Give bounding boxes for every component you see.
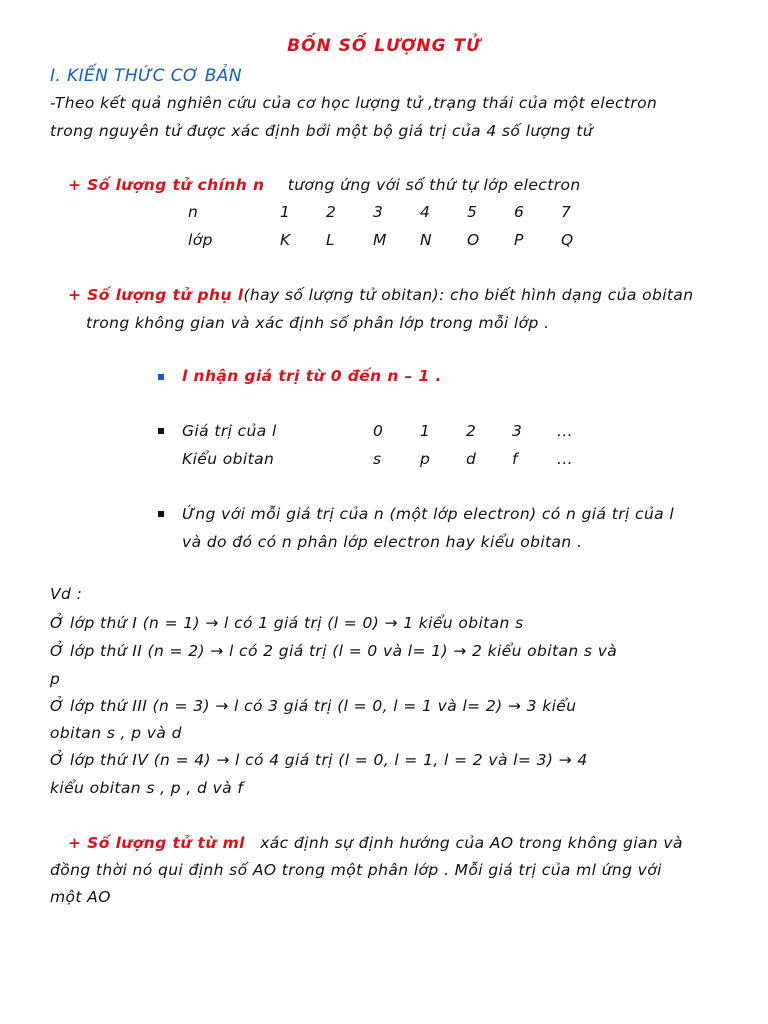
magnetic-label: + Số lượng tử từ ml (68, 834, 245, 852)
intro-line-1: -Theo kết quả nghiên cứu của cơ học lượng tử ,trạng thái của một electron (50, 94, 658, 112)
azimuthal-text-1: (hay số lượng tử obitan): cho biết hình dạng của obitan (243, 286, 694, 304)
magnetic-paragraph (68, 834, 683, 852)
azimuthal-paragraph (68, 286, 694, 304)
example-line: obitan s , p và d (50, 724, 182, 742)
l-value: ... (557, 422, 573, 440)
l-value: 0 (373, 422, 384, 440)
examples-heading: Vd : (50, 585, 83, 603)
principal-row2-value: K (280, 231, 291, 249)
principal-row2-value: M (373, 231, 387, 249)
azimuthal-values-label: Giá trị của l (182, 422, 277, 440)
orbital-type: ... (557, 450, 573, 468)
principal-row1-value: 6 (514, 203, 525, 221)
principal-row1-value: 4 (420, 203, 431, 221)
magnetic-text-3: một AO (50, 888, 111, 906)
example-line: Ở lớp thứ III (n = 3) → l có 3 giá trị (l = 0, l = 1 và l= 2) → 3 kiểu (50, 697, 577, 715)
example-line: Ở lớp thứ II (n = 2) → l có 2 giá trị (l = 0 và l= 1) → 2 kiểu obitan s và (50, 642, 618, 660)
orbital-type: d (466, 450, 477, 468)
principal-row1-label: n (188, 203, 199, 221)
principal-row2-value: L (326, 231, 336, 249)
magnetic-text-2: đồng thời nó qui định số AO trong một phân lớp . Mỗi giá trị của ml ứng với (50, 861, 662, 879)
intro-line-2: trong nguyên tử được xác định bởi một bộ giá trị của 4 số lượng tử (50, 122, 593, 140)
principal-row2-value: O (467, 231, 480, 249)
principal-row2-value: Q (561, 231, 574, 249)
azimuthal-text-2: trong không gian và xác định số phân lớp trong mỗi lớp . (86, 314, 550, 332)
orbital-type: s (373, 450, 382, 468)
principal-label: + Số lượng tử chính n (68, 176, 265, 194)
l-value: 1 (420, 422, 431, 440)
principal-row2-label: lớp (188, 231, 213, 249)
principal-row2-value: N (420, 231, 432, 249)
example-line: Ở lớp thứ I (n = 1) → l có 1 giá trị (l = 0) → 1 kiểu obitan s (50, 614, 524, 632)
principal-row1-value: 5 (467, 203, 478, 221)
orbital-type-label: Kiểu obitan (182, 450, 275, 468)
bullet-icon (158, 511, 164, 517)
azimuthal-bullet-3-line-1: Ứng với mỗi giá trị của n (một lớp electron) có n giá trị của l (182, 505, 675, 523)
azimuthal-bullet-3-line-2: và do đó có n phân lớp electron hay kiểu obitan . (182, 533, 583, 551)
principal-row1-value: 7 (561, 203, 572, 221)
principal-text: tương ứng với số thứ tự lớp electron (287, 176, 581, 194)
bullet-icon (158, 428, 164, 434)
principal-row2-value: P (514, 231, 524, 249)
azimuthal-label: + Số lượng tử phụ l (68, 286, 244, 304)
orbital-type: p (420, 450, 431, 468)
azimuthal-bullet-1: l nhận giá trị từ 0 đến n – 1 . (182, 367, 442, 385)
principal-paragraph (68, 176, 581, 194)
principal-row1-value: 2 (326, 203, 337, 221)
page-title: BỐN SỐ LƯỢNG TỬ (287, 36, 481, 56)
bullet-icon (158, 374, 164, 380)
section-heading: I. KIẾN THỨC CƠ BẢN (50, 66, 242, 86)
example-line: p (50, 670, 61, 688)
example-line: Ở lớp thứ IV (n = 4) → l có 4 giá trị (l = 0, l = 1, l = 2 và l= 3) → 4 (50, 751, 588, 769)
principal-row1-value: 3 (373, 203, 384, 221)
l-value: 2 (466, 422, 477, 440)
l-value: 3 (512, 422, 523, 440)
example-line: kiểu obitan s , p , d và f (50, 779, 244, 797)
principal-row1-value: 1 (280, 203, 291, 221)
orbital-type: f (512, 450, 518, 468)
magnetic-text-1: xác định sự định hướng của AO trong không gian và (260, 834, 683, 852)
